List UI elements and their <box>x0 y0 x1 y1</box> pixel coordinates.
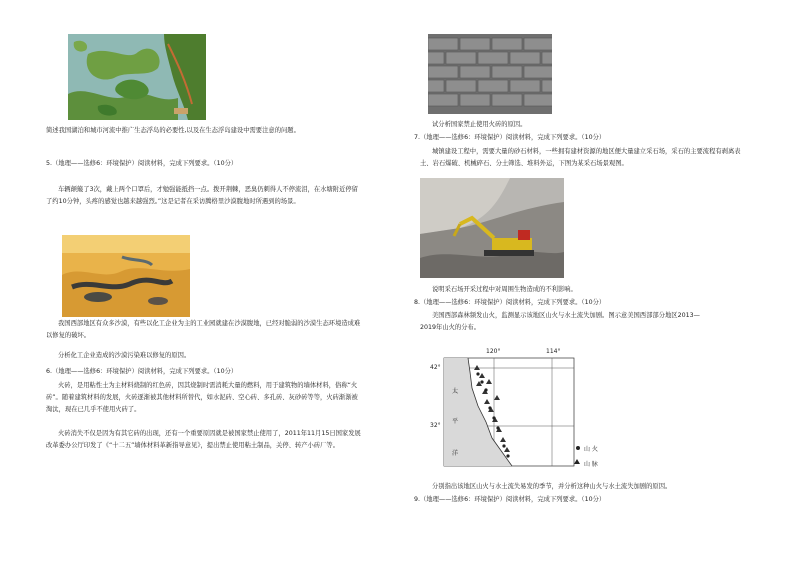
q5-paragraph: 车辆颠簸了3次，戴上两个口罩后，才勉强能抵挡一点。拨开荆棘，恶臭仍刺得人不停流泪，在水塘附近停留了约10分钟，头疼的感觉也越来越强烈。”这是记者在采访腾格里沙漠腹地时所遇到的场景。 <box>46 186 358 205</box>
ocean-label-3: 洋 <box>452 450 459 457</box>
wildfire-map <box>430 348 604 476</box>
lat-label-32: 32° <box>430 422 441 429</box>
q8-paragraph: 美国西部森林频发山火，监测显示该地区山火与水土流失加剧。图示意美国西部部分地区2013—2019年山火的分布。 <box>420 312 700 331</box>
brick-stack-photo <box>428 34 552 114</box>
q6-header: 6.（地理——选修6：环境保护）阅读材料，完成下列要求。（10分） <box>46 368 238 375</box>
lon-label-114: 114° <box>546 348 561 355</box>
q5-context: 我国西部地区有众多沙漠，有些以化工企业为主的工业园就建在沙漠腹地，已经对脆弱的沙漠生态环境造成难以修复的破坏。 <box>46 320 361 339</box>
legend-fire: 山 火 <box>584 446 598 453</box>
ocean-label-1: 太 <box>452 388 459 395</box>
q8-header: 8.（地理——选修6：环境保护）阅读材料，完成下列要求。（10分） <box>414 299 606 306</box>
q8-question: 分别指出该地区山火与水土流失易发的季节，并分析这种山火与水土流失加剧的原因。 <box>432 483 672 490</box>
wetland-floating-island-photo <box>68 34 206 120</box>
ocean-label-2: 平 <box>452 418 459 425</box>
q6-paragraph-1: 火砖，是用粘性土为主材料烧制的红色砖，因其烧制时需消耗大量的燃料，用于建筑物的墙体材料，俗称“火砖”。随着建筑材料的发展，火砖逐渐被其他材料所替代，如水泥砖、空心砖、多孔砖、灰砂砖等等，火砖渐渐被淘汰，现在已几乎不使用火砖了。 <box>46 382 358 413</box>
desert-pollution-photo <box>62 235 190 317</box>
q6-question: 试分析国家禁止使用火砖的原因。 <box>432 121 527 128</box>
q7-header: 7.（地理——选修6：环境保护）阅读材料，完成下列要求。（10分） <box>414 134 606 141</box>
legend-mountain: 山 脉 <box>584 461 598 468</box>
q4-question-tail: 简述我国湖泊和城市河流中推广生态浮岛的必要性,以及在生态浮岛建设中需要注意的问题。 <box>46 127 300 134</box>
lat-label-42: 42° <box>430 364 441 371</box>
q5-header: 5.（地理——选修6：环境保护）阅读材料，完成下列要求。（10分） <box>46 160 238 167</box>
q5-question: 分析化工企业造成的沙漠污染难以修复的原因。 <box>58 352 191 359</box>
quarry-excavator-photo <box>420 178 564 278</box>
q9-header: 9.（地理——选修6：环境保护）阅读材料，完成下列要求。（10分） <box>414 496 606 503</box>
q7-paragraph: 城镇建设工程中，需要大量的砂石材料，一些拥有建材资源的地区便大量建立采石场，采石的主要流程有剥离表土、岩石爆破、机械碎石、分土筛选、堆料外运，下图为某采石场景观图。 <box>420 148 741 167</box>
q6-paragraph-2: 火砖消失不仅是因为有其它砖的出现，还有一个重要原因就是被国家禁止使用了，2011年11月15日国家发展改革委办公厅印发了《“十二五”墙体材料革新指导意见》，提出禁止使用粘土制品，关停、转产小砖厂等。 <box>46 430 361 449</box>
q7-question: 说明采石场开采过程中对周围生物造成的不利影响。 <box>432 286 577 293</box>
lon-label-120: 120° <box>486 348 501 355</box>
